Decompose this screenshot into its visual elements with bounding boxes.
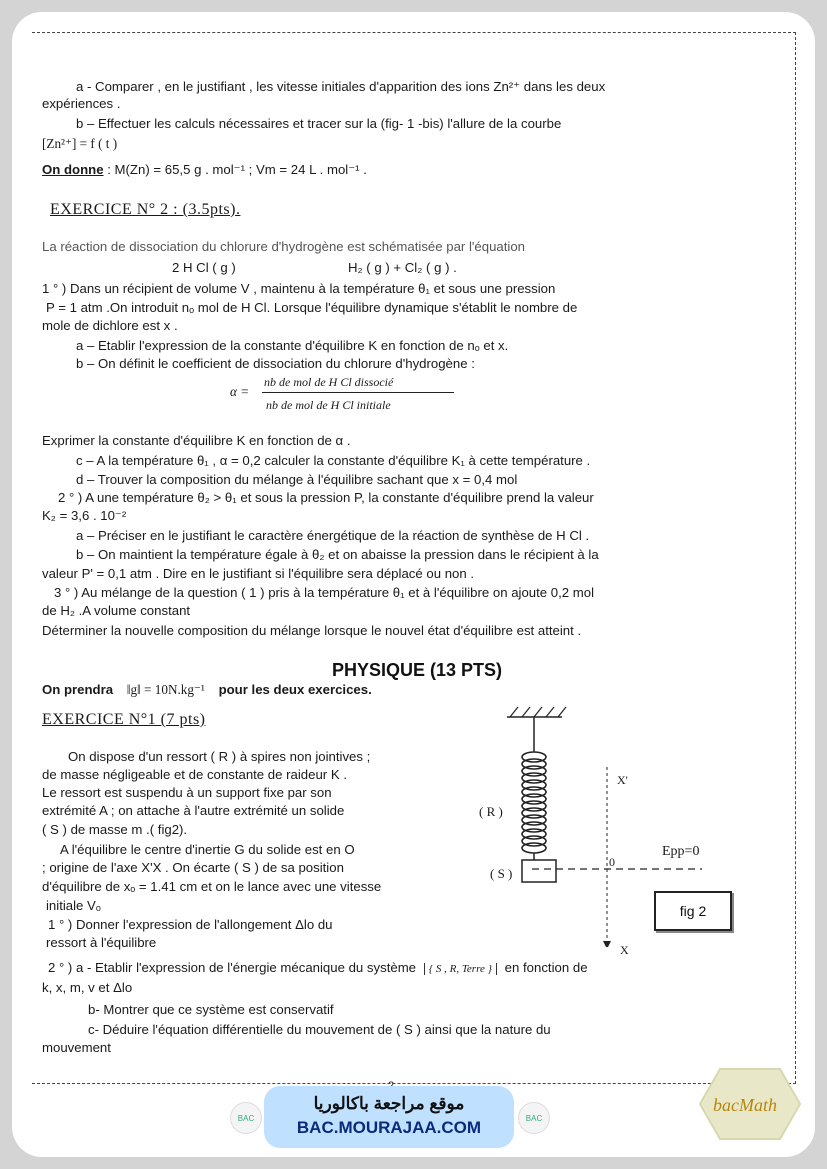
ex1-q2-a: 2 ° ) a - Etablir l'expression de l'énergie mécanique du système bbox=[48, 960, 417, 975]
axis-arrow bbox=[603, 941, 611, 947]
ex1-p7: ; origine de l'axe X'X . On écarte ( S ) de sa position bbox=[42, 860, 344, 875]
chem-line-3: b – Effectuer les calculs nécessaires et tracer sur la (fig- 1 -bis) l'allure de la courbe bbox=[76, 116, 562, 131]
solid-S bbox=[522, 860, 556, 882]
ex2-q3-c: Déterminer la nouvelle composition du mélange lorsque le nouvel état d'équilibre est atteint . bbox=[42, 623, 582, 638]
spring-coils bbox=[522, 752, 546, 853]
alpha-symbol: α = bbox=[230, 384, 250, 399]
ex2-qc: c – A la température θ₁ , α = 0,2 calculer la constante d'équilibre K₁ à cette température . bbox=[76, 453, 591, 468]
ex1-q2-e: mouvement bbox=[42, 1040, 111, 1055]
label-x: X bbox=[620, 943, 629, 957]
ex2-intro: La réaction de dissociation du chlorure d'hydrogène est schématisée par l'équation bbox=[42, 239, 526, 254]
physics-title: PHYSIQUE (13 PTS) bbox=[332, 660, 503, 680]
g-pre: On prendra bbox=[42, 682, 114, 697]
site-url-link[interactable]: BAC.MOURAJAA.COM bbox=[296, 1118, 482, 1137]
ex1-p8: d'équilibre de xₒ = 1.41 cm et on le lance avec une vitesse bbox=[42, 879, 382, 894]
label-O: 0 bbox=[609, 855, 615, 869]
given-line bbox=[42, 162, 367, 178]
ex1-q2-c: b- Montrer que ce système est conservatif bbox=[88, 1002, 334, 1017]
ex2-q1-a: 1 ° ) Dans un récipient de volume V , maintenu à la température θ₁ et sous une pression bbox=[42, 281, 556, 296]
label-epp: Epp=0 bbox=[662, 844, 700, 859]
ex1-q2-b: k, x, m, v et Δlo bbox=[42, 980, 133, 995]
g-value: ‖g‖ = 10N.kg⁻¹ bbox=[126, 682, 205, 697]
chem-line-2: expériences . bbox=[42, 96, 121, 111]
ex2-q2b-a: b – On maintient la température égale à θ₂ et on abaisse la pression dans le récipient à la bbox=[76, 547, 599, 562]
ex2-qd: d – Trouver la composition du mélange à l'équilibre sachant que x = 0,4 mol bbox=[76, 472, 518, 487]
exercise-2-title: EXERCICE N° 2 : (3.5pts). bbox=[50, 201, 241, 218]
ex2-qb: b – On définit le coefficient de dissociation du chlorure d'hydrogène : bbox=[76, 356, 475, 371]
label-S: ( S ) bbox=[490, 866, 513, 881]
ex1-p9: initiale Vₒ bbox=[46, 898, 101, 913]
right-logo: BAC bbox=[518, 1102, 550, 1134]
ex2-q2b-b: valeur P' = 0,1 atm . Dire en le justifiant si l'équilibre sera déplacé ou non . bbox=[42, 566, 475, 581]
ex2-q3-a: 3 ° ) Au mélange de la question ( 1 ) pris à la température θ₁ et à l'équilibre on ajoute 0,2 mol bbox=[54, 585, 595, 600]
ex2-express: Exprimer la constante d'équilibre K en fonction de α . bbox=[42, 433, 351, 448]
ex2-q1-c: mole de dichlore est x . bbox=[42, 318, 178, 333]
left-logo: BAC bbox=[230, 1102, 262, 1134]
ex1-q1-a: 1 ° ) Donner l'expression de l'allongement Δlo du bbox=[48, 917, 333, 932]
exercise-1-title: EXERCICE N°1 (7 pts) bbox=[42, 711, 206, 728]
site-banner[interactable] bbox=[264, 1086, 514, 1148]
fig2-caption: fig 2 bbox=[654, 891, 732, 931]
site-name-arabic: موقع مراجعة باكالوريا bbox=[313, 1094, 465, 1113]
label-R: ( R ) bbox=[479, 804, 503, 819]
ex1-q1-b: ressort à l'équilibre bbox=[46, 935, 157, 950]
ex1-q2-system: { S , R, Terre } bbox=[424, 963, 497, 975]
alpha-numerator: nb de mol de H Cl dissocié bbox=[264, 375, 394, 389]
ex1-p2: de masse négligeable et de constante de raideur K . bbox=[42, 767, 347, 782]
ex2-q2-b: K₂ = 3,6 . 10⁻² bbox=[42, 508, 127, 523]
g-post: pour les deux exercices. bbox=[218, 682, 372, 697]
bacmath-badge-text: bacMath bbox=[713, 1095, 777, 1115]
ex2-q3-b: de H₂ .A volume constant bbox=[42, 603, 191, 618]
fraction-bar bbox=[262, 392, 454, 393]
ex1-q2-end: en fonction de bbox=[504, 960, 588, 975]
ex1-p1: On dispose d'un ressort ( R ) à spires non jointives ; bbox=[68, 749, 371, 764]
ex1-q2-line bbox=[48, 960, 588, 977]
ex2-q1-b: P = 1 atm .On introduit nₒ mol de H Cl. Lorsque l'équilibre dynamique s'établit le nombre de bbox=[46, 300, 578, 315]
chem-line-4: [Zn²⁺] = f ( t ) bbox=[42, 136, 118, 151]
ex1-p6: A l'équilibre le centre d'inertie G du solide est en O bbox=[60, 842, 355, 857]
given-text: : M(Zn) = 65,5 g . mol⁻¹ ; Vm = 24 L . mol⁻¹ . bbox=[107, 162, 367, 177]
ex2-eq-left: 2 H Cl ( g ) bbox=[172, 260, 236, 275]
g-line bbox=[42, 682, 372, 698]
ex1-p5: ( S ) de masse m .( fig2). bbox=[42, 822, 188, 837]
ex2-qa: a – Etablir l'expression de la constante d'équilibre K en fonction de nₒ et x. bbox=[76, 338, 509, 353]
alpha-denominator: nb de mol de H Cl initiale bbox=[266, 398, 391, 412]
chem-line-1: a - Comparer , en le justifiant , les vitesse initiales d'apparition des ions Zn²⁺ dans les deux bbox=[76, 79, 606, 94]
support-hatching bbox=[510, 707, 566, 717]
exam-page bbox=[12, 12, 815, 1157]
ex1-p4: extrémité A ; on attache à l'autre extrémité un solide bbox=[42, 803, 345, 818]
label-x-prime: X' bbox=[617, 773, 628, 787]
ex1-q2-d: c- Déduire l'équation différentielle du mouvement de ( S ) ainsi que la nature du bbox=[88, 1022, 551, 1037]
ex2-q2a: a – Préciser en le justifiant le caractère énergétique de la réaction de synthèse de H Cl . bbox=[76, 528, 590, 543]
ex2-eq-right: H₂ ( g ) + Cl₂ ( g ) . bbox=[348, 260, 457, 275]
ex1-p3: Le ressort est suspendu à un support fixe par son bbox=[42, 785, 332, 800]
given-label: On donne bbox=[42, 162, 104, 177]
ex2-q2-a: 2 ° ) A une température θ₂ > θ₁ et sous la pression P, la constante d'équilibre prend la valeur bbox=[58, 490, 594, 505]
